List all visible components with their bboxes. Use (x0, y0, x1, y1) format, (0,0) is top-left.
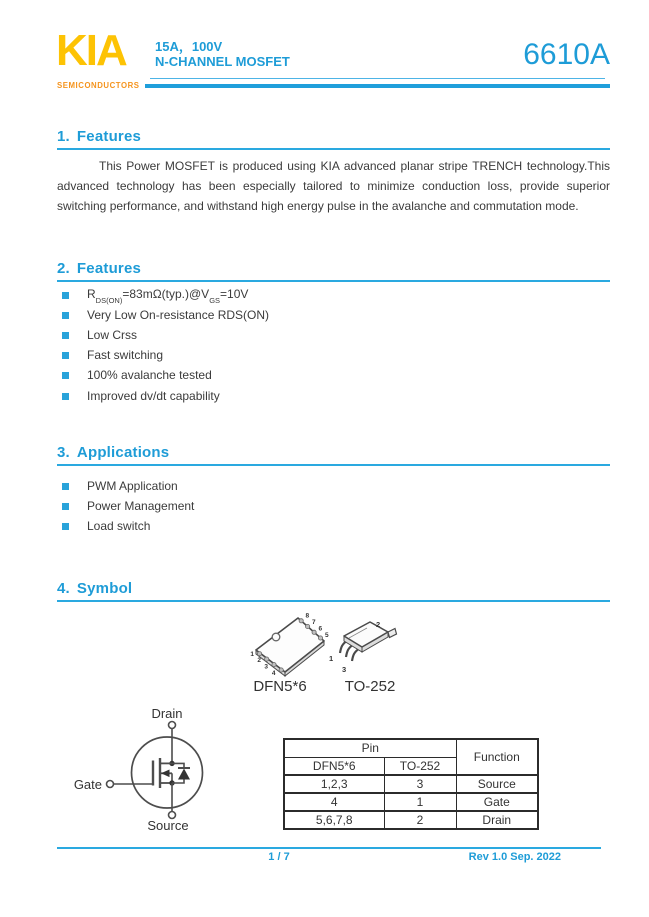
feature-item (62, 368, 212, 382)
gate-terminal (107, 781, 114, 788)
bullet-icon (62, 332, 69, 339)
device-type: N-CHANNEL MOSFET (155, 54, 290, 69)
section3-number: 3. (57, 444, 70, 461)
rds-pre: R (87, 286, 96, 301)
cell-to252-pin: 2 (384, 811, 456, 829)
application-text: Power Management (87, 499, 195, 513)
dfn-pin-number: 8 (305, 612, 310, 620)
cell-dfn-pins: 1,2,3 (284, 775, 384, 793)
feature-item (62, 286, 249, 306)
feature-text: Improved dv/dt capability (87, 389, 220, 403)
source-terminal-label: Source (147, 818, 189, 833)
revision-label: Rev 1.0 Sep. 2022 (468, 851, 561, 863)
body-diode (178, 769, 190, 780)
dfn-pin-number: 3 (264, 663, 268, 671)
feature-text: Fast switching (87, 348, 164, 362)
to252-pin-number: 3 (342, 665, 347, 674)
cell-function: Source (456, 775, 538, 793)
section4-heading (57, 582, 610, 602)
application-item (62, 479, 178, 493)
to252-package-drawing (318, 608, 408, 678)
dfn-pin-number: 5 (325, 632, 329, 639)
pin-header-cell: Pin (284, 739, 456, 757)
feature-text: Very Low On-resistance RDS(ON) (87, 308, 270, 322)
bullet-icon (62, 393, 69, 400)
gate-terminal-label: Gate (73, 777, 102, 792)
application-text: PWM Application (87, 479, 178, 493)
rds-sub1: DS(ON) (95, 296, 123, 306)
rds-post: =10V (220, 286, 249, 301)
feature-text: 100% avalanche tested (87, 368, 212, 382)
source-terminal (169, 812, 176, 819)
device-rating: 15A，100V (155, 39, 223, 54)
bullet-icon (62, 483, 69, 490)
part-number: 6610A (523, 38, 610, 71)
column-header: DFN5*6 (284, 757, 384, 775)
bullet-icon (62, 352, 69, 359)
feature-rds-text (87, 286, 249, 306)
page-number: 1 / 7 (268, 851, 290, 863)
cell-to252-pin: 3 (384, 775, 456, 793)
cell-dfn-pins: 4 (284, 793, 384, 811)
section1-title: Features (76, 128, 142, 145)
column-header: TO-252 (384, 757, 456, 775)
dfn-package-label: DFN5*6 (253, 678, 307, 695)
drain-terminal-label: Drain (151, 706, 183, 721)
bullet-icon (62, 312, 69, 319)
section2-heading (57, 262, 610, 282)
cell-dfn-pins: 5,6,7,8 (284, 811, 384, 829)
bullet-icon (62, 523, 69, 530)
rds-mid: =83mΩ(typ.)@V (122, 286, 210, 301)
feature-item (62, 389, 220, 403)
to252-package-label: TO-252 (344, 678, 396, 695)
cell-function: Drain (456, 811, 538, 829)
feature-item (62, 328, 137, 342)
section3-heading (57, 446, 610, 466)
to252-pin-number: 2 (376, 620, 381, 629)
section2-number: 2. (57, 260, 70, 277)
function-header-cell: Function (456, 739, 538, 775)
dfn-pin-number: 2 (257, 657, 261, 664)
section1-number: 1. (57, 128, 70, 145)
dfn-pin-number: 7 (312, 619, 316, 626)
application-text: Load switch (87, 519, 151, 533)
dfn-pin-number: 4 (271, 670, 276, 677)
bullet-icon (62, 503, 69, 510)
rds-sub2: GS (209, 296, 221, 306)
channel-arrow (161, 770, 170, 778)
bullet-icon (62, 292, 69, 299)
pin-assignment-table (283, 738, 539, 830)
feature-item (62, 348, 163, 362)
header-rule-thin (150, 78, 605, 79)
feature-text: Low Crss (87, 328, 138, 342)
drain-terminal (169, 722, 176, 729)
table-row (284, 793, 538, 811)
dfn-pin-number: 6 (318, 625, 323, 633)
cell-function: Gate (456, 793, 538, 811)
section4-title: Symbol (76, 580, 133, 597)
section4-number: 4. (57, 580, 70, 597)
feature-item (62, 308, 269, 322)
table-row (284, 775, 538, 793)
footer-rule (57, 847, 601, 849)
features-paragraph: This Power MOSFET is produced using KIA advanced planar stripe TRENCH technology.This advanced technology has been especially tailored to minimize conduction loss, provide superior switching performance, and withstand high energy pulse in the avalanche and commutation mode. (57, 159, 610, 213)
dfn-pin-number: 1 (250, 651, 254, 658)
mosfet-symbol (100, 715, 240, 820)
section2-title: Features (76, 260, 142, 277)
section1-heading (57, 130, 610, 150)
table-row (284, 739, 538, 757)
header-rule-thick (145, 84, 610, 88)
kia-logo-subtext: SEMICONDUCTORS (57, 81, 140, 90)
to252-pin-number: 1 (329, 654, 334, 663)
application-item (62, 499, 194, 513)
application-item (62, 519, 150, 533)
cell-to252-pin: 1 (384, 793, 456, 811)
kia-logo: KIA (56, 26, 126, 75)
section3-title: Applications (76, 444, 170, 461)
pin1-dot (272, 633, 280, 641)
bullet-icon (62, 372, 69, 379)
table-row (284, 811, 538, 829)
